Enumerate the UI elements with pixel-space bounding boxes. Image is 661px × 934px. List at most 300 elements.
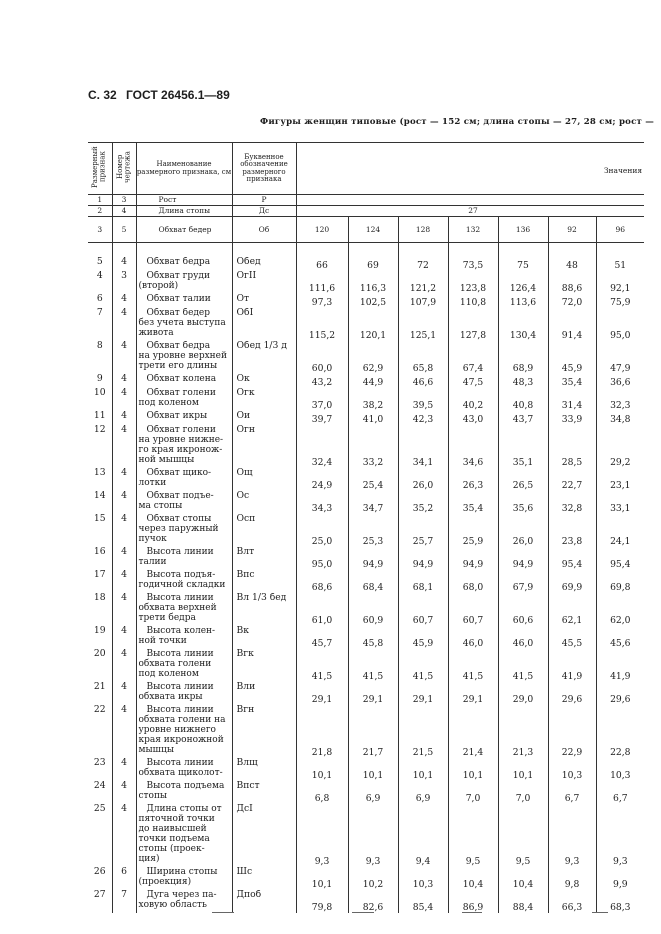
size-value: 10,1 <box>296 758 348 781</box>
size-value: 68,9 <box>498 341 548 374</box>
size-value: 85,4 <box>398 890 448 913</box>
size-value: 31,4 <box>548 388 596 411</box>
table-row <box>88 514 644 547</box>
size-value: 22,7 <box>548 468 596 491</box>
feature-name <box>136 374 232 388</box>
size-value: 72 <box>398 257 448 271</box>
feature-number: 19 <box>88 626 112 649</box>
feature-name-line: Обхват икры <box>146 410 208 421</box>
drawing-number: 4 <box>112 682 136 705</box>
feature-number: 10 <box>88 388 112 411</box>
size-value: 28,5 <box>548 425 596 468</box>
feature-symbol: Впс <box>232 570 296 593</box>
size-value: 25,4 <box>348 468 398 491</box>
drawing-number: 7 <box>112 890 136 913</box>
size-value: 44,9 <box>348 374 398 388</box>
size-value: 9,3 <box>548 804 596 867</box>
feature-number: 1 <box>88 195 112 206</box>
size-value: 39,5 <box>398 388 448 411</box>
table-row <box>88 411 644 425</box>
size-value: 43,0 <box>448 411 498 425</box>
drawing-number: 4 <box>112 257 136 271</box>
size-value: 68,6 <box>296 570 348 593</box>
table-row <box>88 649 644 682</box>
feature-name-line: ной точки <box>138 635 187 646</box>
size-value: 113,6 <box>498 294 548 308</box>
feature-name-line: годичной складки <box>138 579 226 590</box>
size-value: 35,2 <box>398 491 448 514</box>
size-value: 29,1 <box>296 682 348 705</box>
size-value <box>348 195 398 206</box>
size-value: 33,9 <box>548 411 596 425</box>
drawing-number: 4 <box>112 570 136 593</box>
feature-number: 21 <box>88 682 112 705</box>
feature-name-line: Высота линии <box>146 704 214 715</box>
size-value: 43,7 <box>498 411 548 425</box>
feature-number: 23 <box>88 758 112 781</box>
size-value: 51 <box>596 257 644 271</box>
feature-symbol: Впст <box>232 781 296 804</box>
size-value: 41,5 <box>398 649 448 682</box>
size-value: 91,4 <box>548 308 596 341</box>
feature-number: 20 <box>88 649 112 682</box>
size-value <box>398 195 448 206</box>
feature-name-line: пяточной точки <box>138 813 215 824</box>
feature-name <box>136 804 232 867</box>
size-value: 6,8 <box>296 781 348 804</box>
table-row <box>88 547 644 570</box>
size-value: 86,9 <box>448 890 498 913</box>
size-value: 10,3 <box>548 758 596 781</box>
size-value: 136 <box>498 217 548 243</box>
feature-name <box>136 570 232 593</box>
feature-symbol: ОгII <box>232 271 296 294</box>
drawing-number: 4 <box>112 626 136 649</box>
size-value: 66,3 <box>548 890 596 913</box>
size-value: 60,0 <box>296 341 348 374</box>
table-subheader <box>88 195 644 243</box>
size-value: 45,5 <box>548 626 596 649</box>
feature-name-line: под коленом <box>138 668 199 679</box>
size-value: 69,8 <box>596 570 644 593</box>
size-value: 72,0 <box>548 294 596 308</box>
size-value: 123,8 <box>448 271 498 294</box>
size-value: 46,0 <box>448 626 498 649</box>
feature-name-line: Высота линии <box>146 757 214 768</box>
size-value: 26,5 <box>498 468 548 491</box>
size-value: 41,5 <box>498 649 548 682</box>
size-value: 45,8 <box>348 626 398 649</box>
size-value: 121,2 <box>398 271 448 294</box>
size-value: 94,9 <box>498 547 548 570</box>
feature-name-line: Высота линии <box>146 592 214 603</box>
size-value: 21,4 <box>448 705 498 758</box>
size-value: 60,6 <box>498 593 548 626</box>
size-value: 36,6 <box>596 374 644 388</box>
size-value: 41,5 <box>448 649 498 682</box>
size-value: 68,1 <box>398 570 448 593</box>
feature-symbol: Ок <box>232 374 296 388</box>
feature-name-line: пучок <box>138 533 167 544</box>
drawing-number: 4 <box>112 547 136 570</box>
size-value: 124 <box>348 217 398 243</box>
size-value: 9,9 <box>596 867 644 890</box>
size-value: 21,8 <box>296 705 348 758</box>
size-value: 29,2 <box>596 425 644 468</box>
size-value: 45,7 <box>296 626 348 649</box>
size-value: 10,1 <box>296 867 348 890</box>
size-value: 60,9 <box>348 593 398 626</box>
feature-name-line: Обхват щико- <box>146 467 212 478</box>
feature-name: Длина стопы <box>136 206 232 217</box>
size-value: 34,3 <box>296 491 348 514</box>
size-value: 107,9 <box>398 294 448 308</box>
size-value: 24,1 <box>596 514 644 547</box>
feature-name <box>136 271 232 294</box>
drawing-number: 4 <box>112 294 136 308</box>
table-subheader-row <box>88 217 644 243</box>
feature-name <box>136 411 232 425</box>
feature-name-line: обхвата икры <box>138 691 203 702</box>
size-value: 25,3 <box>348 514 398 547</box>
feature-name-line: ция) <box>138 853 160 864</box>
feature-name-line: Высота подъема <box>146 780 225 791</box>
size-value: 46,6 <box>398 374 448 388</box>
feature-name-line: лотки <box>138 477 167 488</box>
table-row <box>88 570 644 593</box>
size-value: 67,9 <box>498 570 548 593</box>
feature-name <box>136 890 232 913</box>
table-row <box>88 271 644 294</box>
feature-number: 9 <box>88 374 112 388</box>
size-value: 9,8 <box>548 867 596 890</box>
drawing-number: 3 <box>112 271 136 294</box>
feature-symbol: Р <box>232 195 296 206</box>
feature-name: Обхват бедер <box>136 217 232 243</box>
size-value: 29,0 <box>498 682 548 705</box>
page-number: С. 32 <box>88 88 117 102</box>
size-value: 41,9 <box>548 649 596 682</box>
size-value: 97,3 <box>296 294 348 308</box>
size-value: 94,9 <box>348 547 398 570</box>
size-value: 29,6 <box>596 682 644 705</box>
feature-name-line: ной мышцы <box>138 454 195 465</box>
feature-symbol: От <box>232 294 296 308</box>
feature-name <box>136 491 232 514</box>
size-value <box>498 206 548 217</box>
measurements-table <box>88 142 644 913</box>
size-value: 60,7 <box>448 593 498 626</box>
size-value <box>596 195 644 206</box>
table-subheader-row <box>88 206 644 217</box>
feature-symbol: Влщ <box>232 758 296 781</box>
size-value: 120 <box>296 217 348 243</box>
table-row <box>88 781 644 804</box>
feature-symbol: Огн <box>232 425 296 468</box>
feature-number: 17 <box>88 570 112 593</box>
feature-number: 25 <box>88 804 112 867</box>
table-row <box>88 804 644 867</box>
size-value: 41,9 <box>596 649 644 682</box>
feature-name-line: Обхват колена <box>146 373 217 384</box>
feature-name-line: через паружный <box>138 523 219 534</box>
size-value: 40,8 <box>498 388 548 411</box>
size-value: 35,1 <box>498 425 548 468</box>
feature-name <box>136 593 232 626</box>
drawing-number: 4 <box>112 491 136 514</box>
feature-number: 6 <box>88 294 112 308</box>
feature-name-line: мышцы <box>138 744 174 755</box>
size-value: 102,5 <box>348 294 398 308</box>
size-value: 9,4 <box>398 804 448 867</box>
size-value: 35,4 <box>448 491 498 514</box>
size-value: 66 <box>296 257 348 271</box>
drawing-number: 4 <box>112 425 136 468</box>
table-row <box>88 308 644 341</box>
feature-name <box>136 649 232 682</box>
size-value: 10,1 <box>448 758 498 781</box>
size-value: 21,5 <box>398 705 448 758</box>
size-value: 128 <box>398 217 448 243</box>
feature-name <box>136 781 232 804</box>
feature-symbol: ОбI <box>232 308 296 341</box>
size-value: 75 <box>498 257 548 271</box>
size-value: 46,0 <box>498 626 548 649</box>
table-row <box>88 593 644 626</box>
feature-number: 4 <box>88 271 112 294</box>
size-value: 125,1 <box>398 308 448 341</box>
feature-name-line: Высота линии <box>146 546 214 557</box>
size-value: 68,0 <box>448 570 498 593</box>
size-value: 26,0 <box>498 514 548 547</box>
size-value: 34,7 <box>348 491 398 514</box>
size-value: 67,4 <box>448 341 498 374</box>
feature-name-line: Обхват талии <box>146 293 211 304</box>
feature-name <box>136 547 232 570</box>
drawing-number: 4 <box>112 308 136 341</box>
size-value: 62,1 <box>548 593 596 626</box>
size-value: 45,6 <box>596 626 644 649</box>
size-value: 27 <box>448 206 498 217</box>
feature-name-line: Дуга через па- <box>146 889 217 900</box>
size-value: 88,4 <box>498 890 548 913</box>
size-value: 60,7 <box>398 593 448 626</box>
drawing-number: 4 <box>112 468 136 491</box>
feature-name-line: талии <box>138 556 167 567</box>
size-value: 82,6 <box>348 890 398 913</box>
size-value: 43,2 <box>296 374 348 388</box>
size-value <box>498 195 548 206</box>
size-value: 10,1 <box>398 758 448 781</box>
drawing-number: 4 <box>112 374 136 388</box>
table-body <box>88 243 644 913</box>
feature-name-line: трети его длины <box>138 360 218 371</box>
feature-symbol: Вл 1/3 бед <box>232 593 296 626</box>
feature-name-line: Обхват подъе- <box>146 490 214 501</box>
header-values: Значения <box>296 143 644 195</box>
drawing-number: 6 <box>112 867 136 890</box>
table-row <box>88 890 644 913</box>
drawing-number: 4 <box>112 781 136 804</box>
size-value: 69,9 <box>548 570 596 593</box>
feature-name <box>136 682 232 705</box>
feature-name-line: (второй) <box>138 280 179 291</box>
size-value: 23,8 <box>548 514 596 547</box>
size-value: 120,1 <box>348 308 398 341</box>
feature-name-line: обхвата голени на <box>138 714 226 725</box>
feature-name-line: под коленом <box>138 397 199 408</box>
size-value: 25,0 <box>296 514 348 547</box>
feature-symbol: Осп <box>232 514 296 547</box>
size-value: 6,9 <box>348 781 398 804</box>
size-value: 92 <box>548 217 596 243</box>
size-value: 21,7 <box>348 705 398 758</box>
table-row <box>88 705 644 758</box>
feature-name-line: стопы <box>138 790 168 801</box>
feature-name-line: живота <box>138 327 174 338</box>
feature-name-line: Высота линии <box>146 648 214 659</box>
table-row <box>88 758 644 781</box>
feature-name-line: Обхват бедра <box>146 256 211 267</box>
size-value: 37,0 <box>296 388 348 411</box>
size-value: 79,8 <box>296 890 348 913</box>
size-value: 75,9 <box>596 294 644 308</box>
size-value <box>296 195 348 206</box>
size-value: 32,8 <box>548 491 596 514</box>
feature-symbol: Дпоб <box>232 890 296 913</box>
size-value: 127,8 <box>448 308 498 341</box>
feature-name-line: Длина стопы от <box>146 803 222 814</box>
feature-symbol: Шс <box>232 867 296 890</box>
size-value: 29,1 <box>348 682 398 705</box>
size-value: 7,0 <box>448 781 498 804</box>
size-value: 48 <box>548 257 596 271</box>
feature-name-line: Обхват груди <box>146 270 210 281</box>
feature-name-line: ма стопы <box>138 500 183 511</box>
size-value: 73,5 <box>448 257 498 271</box>
size-value: 10,3 <box>596 758 644 781</box>
size-value <box>548 206 596 217</box>
table-caption: Фигуры женщин типовые (рост — 152 см; длина стопы — 27, 28 см; рост — <box>260 117 655 127</box>
size-value: 92,1 <box>596 271 644 294</box>
size-value: 132 <box>448 217 498 243</box>
drawing-number: 4 <box>112 388 136 411</box>
drawing-number: 4 <box>112 804 136 867</box>
feature-name <box>136 294 232 308</box>
feature-name-line: Обхват стопы <box>146 513 212 524</box>
page-header <box>88 88 236 102</box>
size-value: 29,6 <box>548 682 596 705</box>
table-header-row <box>88 143 644 195</box>
header-symbol: Буквенное обозначение размерного признака <box>232 143 296 195</box>
size-value: 10,1 <box>498 758 548 781</box>
feature-number: 13 <box>88 468 112 491</box>
feature-number: 16 <box>88 547 112 570</box>
size-value <box>398 206 448 217</box>
size-value: 29,1 <box>398 682 448 705</box>
feature-name <box>136 425 232 468</box>
size-value: 7,0 <box>498 781 548 804</box>
size-value: 47,5 <box>448 374 498 388</box>
feature-symbol: Об <box>232 217 296 243</box>
feature-number: 18 <box>88 593 112 626</box>
size-value: 94,9 <box>398 547 448 570</box>
drawing-number: 4 <box>112 411 136 425</box>
table-row <box>88 468 644 491</box>
size-value: 42,3 <box>398 411 448 425</box>
feature-name-line: го края икронож- <box>138 444 223 455</box>
size-value: 41,0 <box>348 411 398 425</box>
feature-symbol: Огк <box>232 388 296 411</box>
feature-name-line: стопы (проек- <box>138 843 205 854</box>
size-value: 88,6 <box>548 271 596 294</box>
drawing-number: 4 <box>112 341 136 374</box>
size-value: 68,4 <box>348 570 398 593</box>
standard-code: ГОСТ 26456.1—89 <box>126 88 230 102</box>
feature-number: 26 <box>88 867 112 890</box>
size-value: 33,1 <box>596 491 644 514</box>
size-value <box>596 206 644 217</box>
size-value: 69 <box>348 257 398 271</box>
size-value: 115,2 <box>296 308 348 341</box>
feature-symbol: Дс <box>232 206 296 217</box>
feature-number: 12 <box>88 425 112 468</box>
feature-symbol: Вгк <box>232 649 296 682</box>
feature-name-line: Высота линии <box>146 681 214 692</box>
feature-name <box>136 705 232 758</box>
size-value: 10,4 <box>498 867 548 890</box>
size-value: 126,4 <box>498 271 548 294</box>
feature-name-line: обхвата верхней <box>138 602 217 613</box>
feature-name <box>136 308 232 341</box>
feature-number: 27 <box>88 890 112 913</box>
size-value: 48,3 <box>498 374 548 388</box>
size-value: 9,3 <box>348 804 398 867</box>
table-row <box>88 341 644 374</box>
drawing-number: 4 <box>112 206 136 217</box>
feature-name-line: Обхват бедер <box>146 307 211 318</box>
table-row <box>88 257 644 271</box>
drawing-number: 5 <box>112 217 136 243</box>
size-value: 9,5 <box>498 804 548 867</box>
feature-name-line: обхвата голени <box>138 658 212 669</box>
size-value: 23,1 <box>596 468 644 491</box>
size-value: 34,8 <box>596 411 644 425</box>
feature-name-line: до наивысшей <box>138 823 207 834</box>
size-value: 45,9 <box>548 341 596 374</box>
feature-symbol: Влт <box>232 547 296 570</box>
feature-number: 11 <box>88 411 112 425</box>
table-row <box>88 374 644 388</box>
feature-symbol: Вгн <box>232 705 296 758</box>
feature-name-line: трети бедра <box>138 612 196 623</box>
feature-name-line: Высота колен- <box>146 625 216 636</box>
size-value: 39,7 <box>296 411 348 425</box>
size-value: 61,0 <box>296 593 348 626</box>
size-value: 95,4 <box>548 547 596 570</box>
size-value: 68,3 <box>596 890 644 913</box>
size-value: 47,9 <box>596 341 644 374</box>
size-value: 35,6 <box>498 491 548 514</box>
drawing-number: 4 <box>112 705 136 758</box>
size-value: 29,1 <box>448 682 498 705</box>
size-value: 24,9 <box>296 468 348 491</box>
size-value <box>448 195 498 206</box>
feature-name-line: Ширина стопы <box>146 866 218 877</box>
size-value: 116,3 <box>348 271 398 294</box>
size-value <box>296 206 348 217</box>
feature-name: Рост <box>136 195 232 206</box>
